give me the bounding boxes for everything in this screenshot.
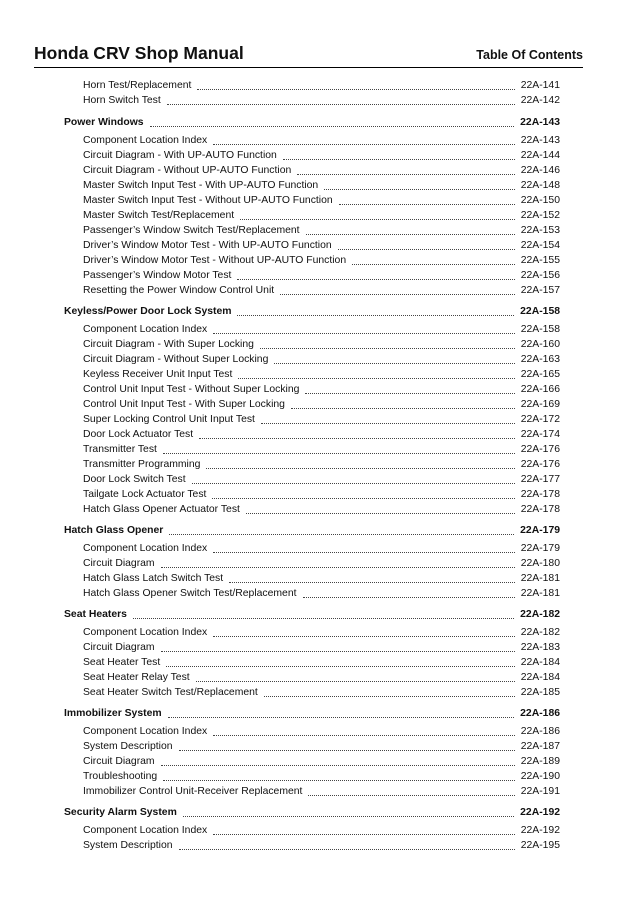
toc-page-number: 22A-169 [520, 399, 560, 410]
toc-entry-label: Component Location Index [83, 324, 208, 335]
toc-page-number: 22A-165 [520, 369, 560, 380]
toc-page-number: 22A-158 [520, 306, 560, 317]
toc-page-number: 22A-186 [520, 726, 560, 737]
toc-entry[interactable] [64, 208, 560, 223]
toc-page-number: 22A-186 [520, 708, 560, 719]
toc-entry[interactable] [64, 655, 560, 670]
toc-entry[interactable] [64, 427, 560, 442]
toc-page-number: 22A-179 [520, 525, 560, 536]
dot-leader [264, 695, 515, 697]
dot-leader [308, 794, 514, 796]
toc-entry-label: Power Windows [64, 117, 144, 128]
toc-entry[interactable] [64, 457, 560, 472]
dot-leader [303, 596, 515, 598]
dot-leader [338, 248, 515, 250]
dot-leader [150, 125, 515, 127]
toc-entry-label: Component Location Index [83, 627, 208, 638]
toc-entry-label: Circuit Diagram - With Super Locking [83, 339, 254, 350]
toc-entry-label: Component Location Index [83, 726, 208, 737]
dot-leader [206, 467, 514, 469]
toc-entry[interactable] [64, 283, 560, 298]
toc-entry[interactable] [64, 322, 560, 337]
toc-page-number: 22A-185 [520, 687, 560, 698]
toc-page-number: 22A-187 [520, 741, 560, 752]
dot-leader [161, 764, 515, 766]
toc-entry-label: Hatch Glass Opener Actuator Test [83, 504, 240, 515]
toc-entry[interactable] [64, 571, 560, 586]
toc-entry[interactable] [64, 823, 560, 838]
toc-page-number: 22A-157 [520, 285, 560, 296]
toc-page-number: 22A-156 [520, 270, 560, 281]
dot-leader [163, 452, 515, 454]
dot-leader [238, 377, 514, 379]
dot-leader [213, 833, 515, 835]
toc-entry[interactable] [64, 487, 560, 502]
toc-entry[interactable] [64, 397, 560, 412]
dot-leader [169, 533, 514, 535]
toc-entry[interactable] [64, 133, 560, 148]
toc-entry-label: Seat Heaters [64, 609, 127, 620]
toc-page-number: 22A-178 [520, 504, 560, 515]
toc-entry-label: Circuit Diagram [83, 642, 155, 653]
dot-leader [240, 218, 515, 220]
toc-page-number: 22A-176 [520, 459, 560, 470]
toc-page-number: 22A-163 [520, 354, 560, 365]
toc-entry-label: Hatch Glass Opener Switch Test/Replacement [83, 588, 297, 599]
dot-leader [163, 779, 515, 781]
toc-page-number: 22A-181 [520, 588, 560, 599]
toc-entry-label: Super Locking Control Unit Input Test [83, 414, 255, 425]
toc-page-number: 22A-160 [520, 339, 560, 350]
dot-leader [168, 716, 515, 718]
toc-entry-label: Circuit Diagram - With UP-AUTO Function [83, 150, 277, 161]
toc-entry[interactable] [64, 337, 560, 352]
document-title: Honda CRV Shop Manual [34, 42, 244, 63]
dot-leader [213, 332, 515, 334]
toc-entry[interactable] [64, 148, 560, 163]
dot-leader [213, 143, 515, 145]
toc-entry[interactable] [64, 502, 560, 517]
toc-page-number: 22A-180 [520, 558, 560, 569]
toc-entry-label: Immobilizer Control Unit-Receiver Replacement [83, 786, 303, 797]
dot-leader [283, 158, 515, 160]
toc-entry[interactable] [64, 556, 560, 571]
toc-entry[interactable] [64, 640, 560, 655]
toc-page-number: 22A-195 [520, 840, 560, 851]
toc-entry[interactable] [64, 670, 560, 685]
toc-entry-label: Keyless/Power Door Lock System [64, 306, 232, 317]
toc-page-number: 22A-189 [520, 756, 560, 767]
toc-section-heading[interactable] [64, 115, 560, 130]
toc-entry-label: Master Switch Test/Replacement [83, 210, 235, 221]
toc-entry-label: Component Location Index [83, 825, 208, 836]
toc-entry[interactable] [64, 685, 560, 700]
toc-page-number: 22A-192 [520, 807, 560, 818]
toc-page-number: 22A-177 [520, 474, 560, 485]
dot-leader [197, 88, 514, 90]
dot-leader [260, 347, 515, 349]
toc-entry[interactable] [64, 93, 560, 108]
page-header [34, 38, 583, 62]
toc-entry-label: Master Switch Input Test - With UP-AUTO Function [83, 180, 319, 191]
toc-page-number: 22A-174 [520, 429, 560, 440]
dot-leader [183, 815, 514, 817]
toc-entry[interactable] [64, 586, 560, 601]
toc-entry[interactable] [64, 238, 560, 253]
toc-entry-label: System Description [83, 840, 173, 851]
dot-leader [339, 203, 515, 205]
toc-entry-label: Troubleshooting [83, 771, 158, 782]
toc-entry-label: Driver’s Window Motor Test - Without UP-AUTO Function [83, 255, 347, 266]
dot-leader [213, 551, 515, 553]
dot-leader [192, 482, 515, 484]
dot-leader [237, 278, 514, 280]
toc-entry[interactable] [64, 625, 560, 640]
toc-section-heading[interactable] [64, 805, 560, 820]
toc-section-heading[interactable] [64, 304, 560, 319]
toc-entry-label: Component Location Index [83, 543, 208, 554]
toc-entry[interactable] [64, 78, 560, 93]
toc-entry-label: System Description [83, 741, 173, 752]
toc-page-number: 22A-182 [520, 609, 560, 620]
toc-entry-label: Tailgate Lock Actuator Test [83, 489, 207, 500]
toc-entry-label: Circuit Diagram - Without Super Locking [83, 354, 269, 365]
toc-entry[interactable] [64, 541, 560, 556]
toc-page-number: 22A-179 [520, 543, 560, 554]
toc-entry[interactable] [64, 754, 560, 769]
toc-page-number: 22A-176 [520, 444, 560, 455]
toc-entry-label: Security Alarm System [64, 807, 177, 818]
toc-page-number: 22A-172 [520, 414, 560, 425]
dot-leader [161, 650, 515, 652]
dot-leader [166, 665, 515, 667]
toc-entry-label: Transmitter Programming [83, 459, 201, 470]
toc-entry[interactable] [64, 223, 560, 238]
toc-entry[interactable] [64, 838, 560, 853]
toc-page-number: 22A-150 [520, 195, 560, 206]
toc-page-number: 22A-152 [520, 210, 560, 221]
toc-entry[interactable] [64, 412, 560, 427]
dot-leader [179, 848, 515, 850]
toc-entry[interactable] [64, 724, 560, 739]
toc-page-number: 22A-166 [520, 384, 560, 395]
toc-page-number: 22A-158 [520, 324, 560, 335]
dot-leader [167, 103, 515, 105]
toc-page-number: 22A-146 [520, 165, 560, 176]
toc-entry-label: Control Unit Input Test - Without Super Locking [83, 384, 300, 395]
dot-leader [199, 437, 515, 439]
toc-page-number: 22A-190 [520, 771, 560, 782]
toc-page-number: 22A-178 [520, 489, 560, 500]
toc-entry[interactable] [64, 784, 560, 799]
toc-entry[interactable] [64, 178, 560, 193]
dot-leader [213, 635, 515, 637]
toc-entry-label: Door Lock Actuator Test [83, 429, 194, 440]
dot-leader [324, 188, 514, 190]
toc-page-number: 22A-191 [520, 786, 560, 797]
toc-entry-label: Immobilizer System [64, 708, 162, 719]
toc-entry[interactable] [64, 739, 560, 754]
toc-entry[interactable] [64, 352, 560, 367]
toc-entry[interactable] [64, 367, 560, 382]
toc-entry-label: Circuit Diagram [83, 756, 155, 767]
toc-entry-label: Passenger’s Window Motor Test [83, 270, 232, 281]
toc-page-number: 22A-183 [520, 642, 560, 653]
dot-leader [161, 566, 515, 568]
toc-entry-label: Horn Switch Test [83, 95, 161, 106]
toc-entry-label: Circuit Diagram - Without UP-AUTO Function [83, 165, 292, 176]
toc-entry-label: Resetting the Power Window Control Unit [83, 285, 275, 296]
toc-entry-label: Hatch Glass Opener [64, 525, 164, 536]
toc-entry-label: Keyless Receiver Unit Input Test [83, 369, 233, 380]
toc-entry-label: Circuit Diagram [83, 558, 155, 569]
dot-leader [306, 233, 515, 235]
toc-entry[interactable] [64, 268, 560, 283]
dot-leader [133, 617, 514, 619]
toc-page-number: 22A-181 [520, 573, 560, 584]
dot-leader [352, 263, 515, 265]
toc-page-number: 22A-182 [520, 627, 560, 638]
toc-page-number: 22A-154 [520, 240, 560, 251]
toc-page-number: 22A-155 [520, 255, 560, 266]
dot-leader [297, 173, 514, 175]
dot-leader [291, 407, 515, 409]
toc-page-number: 22A-148 [520, 180, 560, 191]
toc-entry-label: Driver’s Window Motor Test - With UP-AUTO Function [83, 240, 332, 251]
toc-page-number: 22A-192 [520, 825, 560, 836]
toc-heading: Table Of Contents [476, 47, 583, 62]
toc-entry[interactable] [64, 442, 560, 457]
toc-page-number: 22A-184 [520, 657, 560, 668]
toc-page-number: 22A-184 [520, 672, 560, 683]
toc-entry[interactable] [64, 472, 560, 487]
dot-leader [213, 734, 515, 736]
toc-entry[interactable] [64, 769, 560, 784]
dot-leader [305, 392, 514, 394]
toc-entry[interactable] [64, 253, 560, 268]
toc-entry-label: Seat Heater Test [83, 657, 161, 668]
toc-entry-label: Master Switch Input Test - Without UP-AUTO Function [83, 195, 333, 206]
toc-page-number: 22A-144 [520, 150, 560, 161]
toc-entry-label: Door Lock Switch Test [83, 474, 186, 485]
toc-page-number: 22A-143 [520, 135, 560, 146]
table-of-contents [64, 78, 560, 853]
toc-entry[interactable] [64, 382, 560, 397]
toc-page-number: 22A-142 [520, 95, 560, 106]
dot-leader [212, 497, 514, 499]
dot-leader [261, 422, 515, 424]
toc-entry-label: Passenger’s Window Switch Test/Replacement [83, 225, 300, 236]
dot-leader [196, 680, 515, 682]
toc-entry[interactable] [64, 193, 560, 208]
dot-leader [237, 314, 514, 316]
dot-leader [229, 581, 515, 583]
dot-leader [246, 512, 515, 514]
toc-entry-label: Transmitter Test [83, 444, 157, 455]
toc-entry-label: Control Unit Input Test - With Super Locking [83, 399, 285, 410]
header-rule [34, 67, 583, 68]
toc-page-number: 22A-153 [520, 225, 560, 236]
toc-entry-label: Seat Heater Relay Test [83, 672, 190, 683]
toc-entry[interactable] [64, 163, 560, 178]
toc-entry-label: Seat Heater Switch Test/Replacement [83, 687, 258, 698]
dot-leader [280, 293, 515, 295]
toc-section-heading[interactable] [64, 706, 560, 721]
toc-page-number: 22A-141 [520, 80, 560, 91]
toc-section-heading[interactable] [64, 523, 560, 538]
toc-section-heading[interactable] [64, 607, 560, 622]
dot-leader [274, 362, 514, 364]
toc-entry-label: Horn Test/Replacement [83, 80, 192, 91]
toc-page-number: 22A-143 [520, 117, 560, 128]
toc-entry-label: Hatch Glass Latch Switch Test [83, 573, 224, 584]
toc-entry-label: Component Location Index [83, 135, 208, 146]
dot-leader [179, 749, 515, 751]
